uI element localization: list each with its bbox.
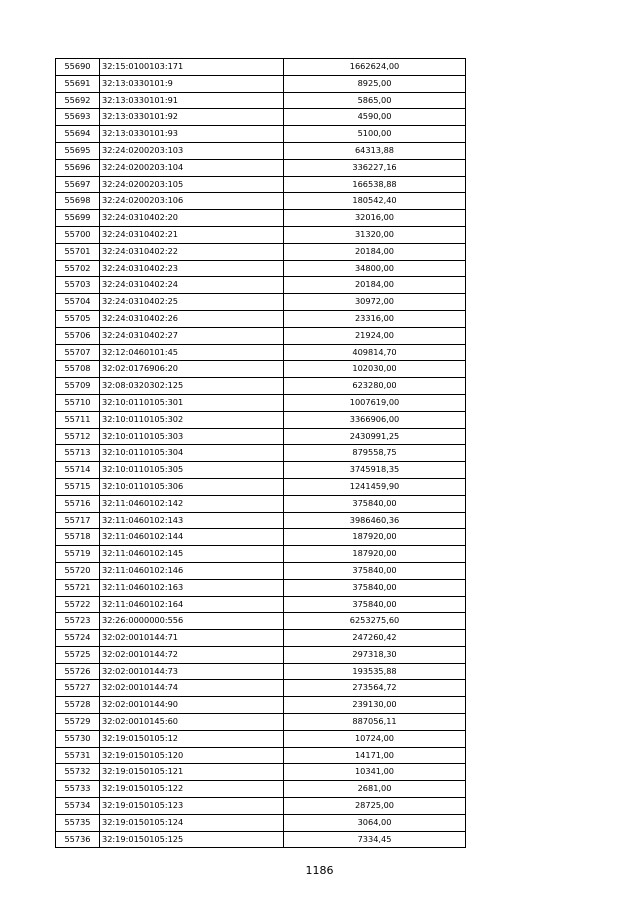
cadastral-value-cell: 375840,00 xyxy=(284,562,466,579)
cadastral-value-cell: 3986460,36 xyxy=(284,512,466,529)
cadastral-number-cell: 32:11:0460102:143 xyxy=(100,512,284,529)
row-number-cell: 55711 xyxy=(56,411,100,428)
row-number-cell: 55704 xyxy=(56,294,100,311)
row-number-cell: 55724 xyxy=(56,630,100,647)
cadastral-number-cell: 32:19:0150105:124 xyxy=(100,814,284,831)
cadastral-value-cell: 32016,00 xyxy=(284,210,466,227)
cadastral-value-cell: 1662624,00 xyxy=(284,59,466,76)
cadastral-number-cell: 32:19:0150105:125 xyxy=(100,831,284,848)
cadastral-value-cell: 180542,40 xyxy=(284,193,466,210)
table-row xyxy=(56,226,466,243)
row-number-cell: 55716 xyxy=(56,495,100,512)
row-number-cell: 55715 xyxy=(56,478,100,495)
table-row xyxy=(56,428,466,445)
table-row xyxy=(56,92,466,109)
cadastral-value-cell: 20184,00 xyxy=(284,277,466,294)
cadastral-number-cell: 32:13:0330101:93 xyxy=(100,126,284,143)
row-number-cell: 55728 xyxy=(56,697,100,714)
cadastral-number-cell: 32:24:0310402:25 xyxy=(100,294,284,311)
table-row xyxy=(56,378,466,395)
table-row xyxy=(56,310,466,327)
cadastral-value-cell: 102030,00 xyxy=(284,361,466,378)
row-number-cell: 55713 xyxy=(56,445,100,462)
table-row xyxy=(56,126,466,143)
cadastral-number-cell: 32:11:0460102:144 xyxy=(100,529,284,546)
cadastral-number-cell: 32:24:0200203:105 xyxy=(100,176,284,193)
cadastral-number-cell: 32:02:0010144:90 xyxy=(100,697,284,714)
cadastral-value-cell: 2430991,25 xyxy=(284,428,466,445)
cadastral-value-cell: 30972,00 xyxy=(284,294,466,311)
cadastral-number-cell: 32:10:0110105:306 xyxy=(100,478,284,495)
cadastral-number-cell: 32:08:0320302:125 xyxy=(100,378,284,395)
cadastral-value-cell: 375840,00 xyxy=(284,495,466,512)
row-number-cell: 55712 xyxy=(56,428,100,445)
row-number-cell: 55694 xyxy=(56,126,100,143)
row-number-cell: 55710 xyxy=(56,394,100,411)
cadastral-value-cell: 239130,00 xyxy=(284,697,466,714)
row-number-cell: 55706 xyxy=(56,327,100,344)
row-number-cell: 55697 xyxy=(56,176,100,193)
table-row xyxy=(56,764,466,781)
cadastral-value-cell: 166538,88 xyxy=(284,176,466,193)
row-number-cell: 55719 xyxy=(56,546,100,563)
cadastral-number-cell: 32:19:0150105:121 xyxy=(100,764,284,781)
row-number-cell: 55693 xyxy=(56,109,100,126)
table-row xyxy=(56,462,466,479)
cadastral-value-cell: 879558,75 xyxy=(284,445,466,462)
table-row xyxy=(56,344,466,361)
cadastral-value-cell: 34800,00 xyxy=(284,260,466,277)
cadastral-number-cell: 32:02:0010145:60 xyxy=(100,714,284,731)
cadastral-value-cell: 21924,00 xyxy=(284,327,466,344)
cadastral-number-cell: 32:24:0310402:23 xyxy=(100,260,284,277)
cadastral-number-cell: 32:12:0460101:45 xyxy=(100,344,284,361)
registry-table xyxy=(55,58,466,848)
cadastral-number-cell: 32:24:0310402:27 xyxy=(100,327,284,344)
cadastral-value-cell: 3366906,00 xyxy=(284,411,466,428)
cadastral-number-cell: 32:13:0330101:9 xyxy=(100,75,284,92)
table-row xyxy=(56,193,466,210)
cadastral-number-cell: 32:10:0110105:303 xyxy=(100,428,284,445)
cadastral-value-cell: 273564,72 xyxy=(284,680,466,697)
table-row xyxy=(56,361,466,378)
cadastral-number-cell: 32:10:0110105:302 xyxy=(100,411,284,428)
cadastral-value-cell: 8925,00 xyxy=(284,75,466,92)
cadastral-value-cell: 20184,00 xyxy=(284,243,466,260)
row-number-cell: 55705 xyxy=(56,310,100,327)
row-number-cell: 55699 xyxy=(56,210,100,227)
cadastral-value-cell: 10724,00 xyxy=(284,730,466,747)
cadastral-number-cell: 32:24:0200203:104 xyxy=(100,159,284,176)
row-number-cell: 55707 xyxy=(56,344,100,361)
cadastral-number-cell: 32:11:0460102:163 xyxy=(100,579,284,596)
registry-table-body xyxy=(56,59,466,848)
cadastral-number-cell: 32:02:0010144:71 xyxy=(100,630,284,647)
table-row xyxy=(56,663,466,680)
table-row xyxy=(56,394,466,411)
table-row xyxy=(56,478,466,495)
table-row xyxy=(56,529,466,546)
row-number-cell: 55690 xyxy=(56,59,100,76)
row-number-cell: 55730 xyxy=(56,730,100,747)
table-row xyxy=(56,596,466,613)
row-number-cell: 55708 xyxy=(56,361,100,378)
table-row xyxy=(56,59,466,76)
row-number-cell: 55729 xyxy=(56,714,100,731)
cadastral-value-cell: 3745918,35 xyxy=(284,462,466,479)
row-number-cell: 55727 xyxy=(56,680,100,697)
cadastral-value-cell: 2681,00 xyxy=(284,781,466,798)
cadastral-number-cell: 32:24:0310402:22 xyxy=(100,243,284,260)
row-number-cell: 55691 xyxy=(56,75,100,92)
row-number-cell: 55702 xyxy=(56,260,100,277)
cadastral-number-cell: 32:19:0150105:123 xyxy=(100,798,284,815)
table-row xyxy=(56,411,466,428)
cadastral-value-cell: 193535,88 xyxy=(284,663,466,680)
cadastral-number-cell: 32:11:0460102:142 xyxy=(100,495,284,512)
table-row xyxy=(56,546,466,563)
table-row xyxy=(56,260,466,277)
cadastral-value-cell: 64313,88 xyxy=(284,142,466,159)
table-row xyxy=(56,495,466,512)
row-number-cell: 55698 xyxy=(56,193,100,210)
table-row xyxy=(56,159,466,176)
cadastral-value-cell: 375840,00 xyxy=(284,596,466,613)
row-number-cell: 55714 xyxy=(56,462,100,479)
table-row xyxy=(56,697,466,714)
table-row xyxy=(56,814,466,831)
cadastral-number-cell: 32:24:0310402:20 xyxy=(100,210,284,227)
row-number-cell: 55732 xyxy=(56,764,100,781)
cadastral-value-cell: 187920,00 xyxy=(284,529,466,546)
row-number-cell: 55703 xyxy=(56,277,100,294)
row-number-cell: 55735 xyxy=(56,814,100,831)
row-number-cell: 55733 xyxy=(56,781,100,798)
cadastral-value-cell: 10341,00 xyxy=(284,764,466,781)
cadastral-value-cell: 14171,00 xyxy=(284,747,466,764)
cadastral-number-cell: 32:26:0000000:556 xyxy=(100,613,284,630)
cadastral-number-cell: 32:11:0460102:146 xyxy=(100,562,284,579)
cadastral-value-cell: 623280,00 xyxy=(284,378,466,395)
row-number-cell: 55700 xyxy=(56,226,100,243)
table-row xyxy=(56,831,466,848)
cadastral-value-cell: 1007619,00 xyxy=(284,394,466,411)
cadastral-value-cell: 3064,00 xyxy=(284,814,466,831)
cadastral-number-cell: 32:10:0110105:301 xyxy=(100,394,284,411)
row-number-cell: 55736 xyxy=(56,831,100,848)
row-number-cell: 55734 xyxy=(56,798,100,815)
cadastral-number-cell: 32:11:0460102:145 xyxy=(100,546,284,563)
table-row xyxy=(56,798,466,815)
cadastral-value-cell: 409814,70 xyxy=(284,344,466,361)
cadastral-number-cell: 32:24:0200203:103 xyxy=(100,142,284,159)
cadastral-number-cell: 32:13:0330101:91 xyxy=(100,92,284,109)
cadastral-value-cell: 31320,00 xyxy=(284,226,466,243)
table-row xyxy=(56,630,466,647)
cadastral-value-cell: 1241459,90 xyxy=(284,478,466,495)
cadastral-number-cell: 32:24:0310402:21 xyxy=(100,226,284,243)
cadastral-value-cell: 247260,42 xyxy=(284,630,466,647)
row-number-cell: 55701 xyxy=(56,243,100,260)
row-number-cell: 55692 xyxy=(56,92,100,109)
cadastral-value-cell: 187920,00 xyxy=(284,546,466,563)
cadastral-value-cell: 6253275,60 xyxy=(284,613,466,630)
table-row xyxy=(56,730,466,747)
table-row xyxy=(56,579,466,596)
cadastral-number-cell: 32:02:0010144:72 xyxy=(100,646,284,663)
row-number-cell: 55725 xyxy=(56,646,100,663)
row-number-cell: 55709 xyxy=(56,378,100,395)
table-row xyxy=(56,512,466,529)
cadastral-value-cell: 375840,00 xyxy=(284,579,466,596)
cadastral-number-cell: 32:24:0310402:26 xyxy=(100,310,284,327)
row-number-cell: 55696 xyxy=(56,159,100,176)
table-row xyxy=(56,646,466,663)
row-number-cell: 55721 xyxy=(56,579,100,596)
cadastral-number-cell: 32:24:0200203:106 xyxy=(100,193,284,210)
cadastral-value-cell: 5865,00 xyxy=(284,92,466,109)
cadastral-number-cell: 32:13:0330101:92 xyxy=(100,109,284,126)
cadastral-number-cell: 32:24:0310402:24 xyxy=(100,277,284,294)
cadastral-number-cell: 32:10:0110105:304 xyxy=(100,445,284,462)
table-row xyxy=(56,445,466,462)
cadastral-value-cell: 7334,45 xyxy=(284,831,466,848)
page-number: 1186 xyxy=(305,864,334,877)
cadastral-value-cell: 336227,16 xyxy=(284,159,466,176)
table-row xyxy=(56,142,466,159)
table-row xyxy=(56,714,466,731)
cadastral-number-cell: 32:11:0460102:164 xyxy=(100,596,284,613)
table-row xyxy=(56,613,466,630)
cadastral-value-cell: 5100,00 xyxy=(284,126,466,143)
cadastral-number-cell: 32:15:0100103:171 xyxy=(100,59,284,76)
cadastral-value-cell: 887056,11 xyxy=(284,714,466,731)
cadastral-number-cell: 32:19:0150105:12 xyxy=(100,730,284,747)
row-number-cell: 55718 xyxy=(56,529,100,546)
table-row xyxy=(56,781,466,798)
cadastral-number-cell: 32:19:0150105:120 xyxy=(100,747,284,764)
table-row xyxy=(56,75,466,92)
row-number-cell: 55731 xyxy=(56,747,100,764)
cadastral-number-cell: 32:02:0176906:20 xyxy=(100,361,284,378)
cadastral-value-cell: 23316,00 xyxy=(284,310,466,327)
table-row xyxy=(56,327,466,344)
row-number-cell: 55695 xyxy=(56,142,100,159)
row-number-cell: 55723 xyxy=(56,613,100,630)
table-row xyxy=(56,562,466,579)
table-row xyxy=(56,680,466,697)
cadastral-value-cell: 297318,30 xyxy=(284,646,466,663)
cadastral-number-cell: 32:02:0010144:73 xyxy=(100,663,284,680)
table-row xyxy=(56,747,466,764)
table-row xyxy=(56,294,466,311)
table-row xyxy=(56,243,466,260)
cadastral-number-cell: 32:19:0150105:122 xyxy=(100,781,284,798)
table-row xyxy=(56,109,466,126)
cadastral-number-cell: 32:02:0010144:74 xyxy=(100,680,284,697)
cadastral-number-cell: 32:10:0110105:305 xyxy=(100,462,284,479)
row-number-cell: 55726 xyxy=(56,663,100,680)
table-row xyxy=(56,210,466,227)
table-row xyxy=(56,277,466,294)
table-row xyxy=(56,176,466,193)
row-number-cell: 55717 xyxy=(56,512,100,529)
row-number-cell: 55722 xyxy=(56,596,100,613)
cadastral-value-cell: 28725,00 xyxy=(284,798,466,815)
row-number-cell: 55720 xyxy=(56,562,100,579)
cadastral-value-cell: 4590,00 xyxy=(284,109,466,126)
